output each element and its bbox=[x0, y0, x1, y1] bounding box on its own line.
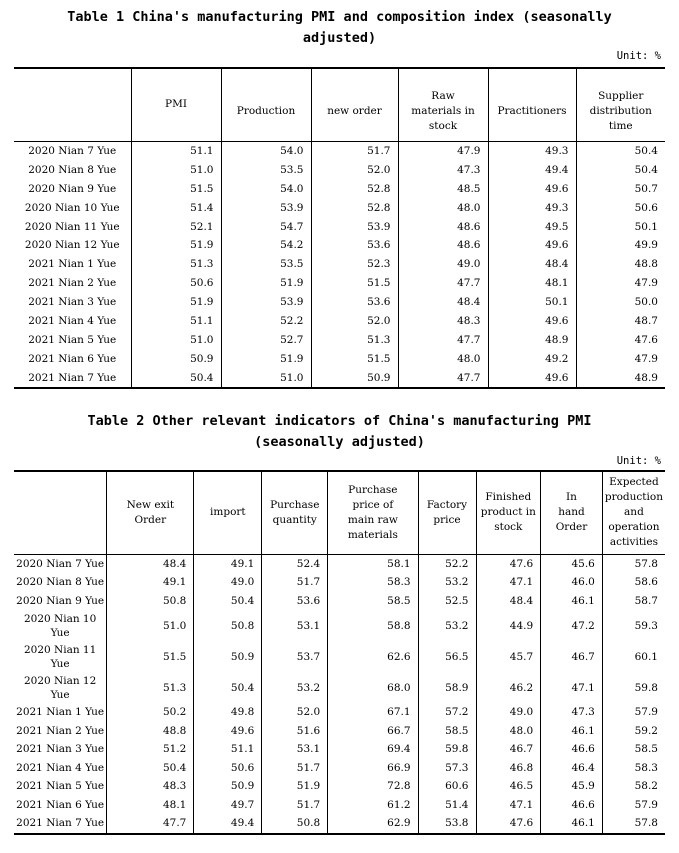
row-label: 2020 Nian 9 Yue bbox=[16, 594, 105, 607]
table-cell: 47.3 bbox=[398, 160, 488, 179]
table-cell: 46.5 bbox=[476, 777, 541, 796]
row-label: 2020 Nian 12 Yue bbox=[23, 674, 97, 701]
table-cell: 47.7 bbox=[398, 330, 488, 349]
table-cell: 68.0 bbox=[328, 672, 418, 703]
table-cell: 50.6 bbox=[194, 759, 262, 778]
table-row bbox=[14, 722, 665, 741]
row-label: 2021 Nian 6 Yue bbox=[28, 352, 117, 365]
table-row bbox=[14, 592, 665, 611]
table-cell: 58.5 bbox=[328, 592, 418, 611]
table-cell: 52.5 bbox=[418, 592, 476, 611]
table-cell: 48.4 bbox=[107, 554, 194, 573]
table-cell: 50.6 bbox=[131, 274, 221, 293]
table-cell: 46.6 bbox=[541, 796, 603, 815]
table-cell: 51.0 bbox=[107, 610, 194, 641]
table-cell: 51.0 bbox=[221, 368, 311, 388]
table-cell: 53.2 bbox=[418, 610, 476, 641]
row-label: 2021 Nian 4 Yue bbox=[16, 761, 105, 774]
table-cell: 50.9 bbox=[311, 368, 398, 388]
row-label: 2020 Nian 10 Yue bbox=[23, 612, 97, 639]
row-label: 2020 Nian 10 Yue bbox=[24, 201, 120, 214]
table-cell: 46.8 bbox=[476, 759, 541, 778]
table-cell: 51.3 bbox=[311, 330, 398, 349]
table-cell: 52.8 bbox=[311, 198, 398, 217]
table-cell: 53.9 bbox=[311, 217, 398, 236]
table-cell: 48.0 bbox=[398, 198, 488, 217]
table-cell: 49.0 bbox=[476, 703, 541, 722]
table-cell: 52.3 bbox=[311, 255, 398, 274]
table-cell: 47.7 bbox=[107, 814, 194, 834]
table-cell: 49.4 bbox=[194, 814, 262, 834]
table-cell: 50.4 bbox=[576, 141, 665, 160]
table-cell: 51.0 bbox=[131, 160, 221, 179]
table-cell: 59.8 bbox=[418, 740, 476, 759]
table-cell: 57.8 bbox=[602, 554, 665, 573]
table-cell: 53.6 bbox=[262, 592, 328, 611]
table-cell: 47.9 bbox=[576, 274, 665, 293]
table-cell: 51.1 bbox=[131, 312, 221, 331]
table-cell: 48.0 bbox=[476, 722, 541, 741]
table-cell: 50.9 bbox=[194, 641, 262, 672]
table-cell: 51.3 bbox=[131, 255, 221, 274]
table-cell: 46.1 bbox=[541, 592, 603, 611]
table-row bbox=[14, 672, 665, 703]
table-cell: 51.7 bbox=[311, 141, 398, 160]
other-indicators-table bbox=[14, 470, 665, 835]
table-cell: 49.1 bbox=[194, 554, 262, 573]
table-cell: 62.6 bbox=[328, 641, 418, 672]
row-label: 2021 Nian 6 Yue bbox=[16, 798, 105, 811]
table-cell: 48.8 bbox=[576, 255, 665, 274]
table-cell: 49.2 bbox=[488, 349, 576, 368]
table-cell: 66.9 bbox=[328, 759, 418, 778]
table-cell: 48.3 bbox=[107, 777, 194, 796]
table-cell: 52.4 bbox=[262, 554, 328, 573]
table-cell: 46.2 bbox=[476, 672, 541, 703]
row-label: 2021 Nian 3 Yue bbox=[16, 743, 105, 756]
table-cell: 46.1 bbox=[541, 722, 603, 741]
table-cell: 53.5 bbox=[221, 160, 311, 179]
table-row bbox=[14, 796, 665, 815]
table-cell: 50.1 bbox=[576, 217, 665, 236]
table-cell: 52.1 bbox=[131, 217, 221, 236]
table-row bbox=[14, 777, 665, 796]
table-cell: 47.6 bbox=[576, 330, 665, 349]
table-row bbox=[14, 141, 665, 160]
table-row bbox=[14, 274, 665, 293]
table-cell: 49.6 bbox=[488, 368, 576, 388]
table-cell: 48.9 bbox=[488, 330, 576, 349]
row-label: 2021 Nian 1 Yue bbox=[28, 258, 117, 271]
table-cell: 49.7 bbox=[194, 796, 262, 815]
table-cell: 50.8 bbox=[262, 814, 328, 834]
table-row bbox=[14, 573, 665, 592]
table-row bbox=[14, 610, 665, 641]
table-cell: 52.0 bbox=[311, 312, 398, 331]
table-cell: 47.6 bbox=[476, 814, 541, 834]
table-cell: 51.9 bbox=[131, 293, 221, 312]
table-row bbox=[14, 217, 665, 236]
table2-header-purchase-quantity: Purchase quantity bbox=[262, 471, 328, 554]
table-cell: 50.4 bbox=[131, 368, 221, 388]
table-cell: 51.9 bbox=[131, 236, 221, 255]
table2-header-corner bbox=[14, 471, 107, 554]
table-cell: 51.4 bbox=[418, 796, 476, 815]
row-label: 2021 Nian 2 Yue bbox=[16, 724, 105, 737]
table-cell: 52.2 bbox=[221, 312, 311, 331]
table-cell: 51.5 bbox=[311, 349, 398, 368]
table-cell: 58.2 bbox=[602, 777, 665, 796]
table-cell: 51.6 bbox=[262, 722, 328, 741]
table-cell: 51.0 bbox=[131, 330, 221, 349]
table-cell: 47.2 bbox=[541, 610, 603, 641]
table-cell: 50.7 bbox=[576, 179, 665, 198]
table1-title-line2: adjusted) bbox=[302, 30, 377, 46]
row-label: 2020 Nian 8 Yue bbox=[28, 163, 117, 176]
table-cell: 60.1 bbox=[602, 641, 665, 672]
table-cell: 50.4 bbox=[576, 160, 665, 179]
table-cell: 58.3 bbox=[328, 573, 418, 592]
table-cell: 49.6 bbox=[488, 179, 576, 198]
table-cell: 54.0 bbox=[221, 179, 311, 198]
table-cell: 59.3 bbox=[602, 610, 665, 641]
table-cell: 52.0 bbox=[262, 703, 328, 722]
table-row bbox=[14, 368, 665, 388]
table-cell: 60.6 bbox=[418, 777, 476, 796]
table-cell: 48.4 bbox=[398, 293, 488, 312]
table-cell: 48.1 bbox=[107, 796, 194, 815]
table-cell: 52.2 bbox=[418, 554, 476, 573]
table-cell: 57.9 bbox=[602, 703, 665, 722]
table-cell: 50.4 bbox=[107, 759, 194, 778]
table-cell: 51.3 bbox=[107, 672, 194, 703]
table-cell: 46.6 bbox=[541, 740, 603, 759]
table-cell: 46.7 bbox=[541, 641, 603, 672]
table-cell: 46.0 bbox=[541, 573, 603, 592]
table-cell: 48.6 bbox=[398, 217, 488, 236]
table-cell: 44.9 bbox=[476, 610, 541, 641]
table2-header-expected-production: Expected production and operation activities bbox=[602, 471, 665, 554]
table-cell: 67.1 bbox=[328, 703, 418, 722]
table-cell: 50.9 bbox=[131, 349, 221, 368]
table-cell: 48.8 bbox=[107, 722, 194, 741]
table-row bbox=[14, 236, 665, 255]
table-cell: 52.8 bbox=[311, 179, 398, 198]
table-cell: 51.9 bbox=[221, 274, 311, 293]
table-cell: 58.1 bbox=[328, 554, 418, 573]
table-cell: 51.7 bbox=[262, 796, 328, 815]
table-cell: 52.7 bbox=[221, 330, 311, 349]
table-row bbox=[14, 293, 665, 312]
table-cell: 49.6 bbox=[194, 722, 262, 741]
table-row bbox=[14, 160, 665, 179]
table-cell: 57.9 bbox=[602, 796, 665, 815]
table-cell: 62.9 bbox=[328, 814, 418, 834]
table1-header-new-order: new order bbox=[311, 68, 398, 141]
table-cell: 72.8 bbox=[328, 777, 418, 796]
table-cell: 58.5 bbox=[418, 722, 476, 741]
row-label: 2020 Nian 8 Yue bbox=[16, 576, 105, 589]
table-cell: 47.1 bbox=[476, 573, 541, 592]
table1-header-corner bbox=[14, 68, 131, 141]
table-cell: 46.1 bbox=[541, 814, 603, 834]
table-cell: 58.8 bbox=[328, 610, 418, 641]
row-label: 2021 Nian 2 Yue bbox=[28, 277, 117, 290]
row-label: 2021 Nian 5 Yue bbox=[16, 780, 105, 793]
table1-header-practitioners: Practitioners bbox=[488, 68, 576, 141]
table-cell: 50.1 bbox=[488, 293, 576, 312]
table-cell: 49.5 bbox=[488, 217, 576, 236]
table-cell: 48.4 bbox=[488, 255, 576, 274]
table-row bbox=[14, 255, 665, 274]
table-cell: 48.6 bbox=[398, 236, 488, 255]
table-cell: 46.7 bbox=[476, 740, 541, 759]
table-cell: 48.3 bbox=[398, 312, 488, 331]
row-label: 2021 Nian 5 Yue bbox=[28, 333, 117, 346]
table-cell: 53.1 bbox=[262, 740, 328, 759]
table-cell: 50.4 bbox=[194, 592, 262, 611]
table-cell: 50.2 bbox=[107, 703, 194, 722]
table-cell: 53.6 bbox=[311, 293, 398, 312]
table-cell: 56.5 bbox=[418, 641, 476, 672]
table-cell: 53.9 bbox=[221, 293, 311, 312]
table-row bbox=[14, 814, 665, 834]
row-label: 2020 Nian 11 Yue bbox=[24, 220, 120, 233]
table-cell: 53.8 bbox=[418, 814, 476, 834]
table-cell: 49.3 bbox=[488, 198, 576, 217]
table-cell: 53.9 bbox=[221, 198, 311, 217]
table-cell: 54.2 bbox=[221, 236, 311, 255]
table-cell: 48.5 bbox=[398, 179, 488, 198]
table-cell: 58.6 bbox=[602, 573, 665, 592]
pmi-composition-table bbox=[14, 67, 665, 389]
table1-header-pmi: PMI bbox=[131, 68, 221, 141]
table2-header-finished-product: Finished product in stock bbox=[476, 471, 541, 554]
table-cell: 53.6 bbox=[311, 236, 398, 255]
table-cell: 53.7 bbox=[262, 641, 328, 672]
table-cell: 49.6 bbox=[488, 312, 576, 331]
table-cell: 49.0 bbox=[398, 255, 488, 274]
table-cell: 54.7 bbox=[221, 217, 311, 236]
table2-title-line1: Table 2 Other relevant indicators of China's manufacturing PMI bbox=[87, 413, 592, 429]
table-cell: 49.9 bbox=[576, 236, 665, 255]
table-cell: 57.8 bbox=[602, 814, 665, 834]
table-cell: 53.2 bbox=[418, 573, 476, 592]
table-cell: 47.3 bbox=[541, 703, 603, 722]
table-cell: 51.2 bbox=[107, 740, 194, 759]
table-cell: 51.1 bbox=[194, 740, 262, 759]
table-cell: 48.4 bbox=[476, 592, 541, 611]
row-label: 2020 Nian 12 Yue bbox=[24, 239, 120, 252]
table2-header-new-export-order: New exit Order bbox=[107, 471, 194, 554]
table-cell: 53.1 bbox=[262, 610, 328, 641]
table-cell: 48.1 bbox=[488, 274, 576, 293]
table-cell: 49.1 bbox=[107, 573, 194, 592]
table-row bbox=[14, 179, 665, 198]
table-row bbox=[14, 759, 665, 778]
table-cell: 48.9 bbox=[576, 368, 665, 388]
table-cell: 50.0 bbox=[576, 293, 665, 312]
table-cell: 47.7 bbox=[398, 274, 488, 293]
table-cell: 50.9 bbox=[194, 777, 262, 796]
table-cell: 47.1 bbox=[541, 672, 603, 703]
row-label: 2021 Nian 3 Yue bbox=[28, 296, 117, 309]
table1-header-production: Production bbox=[221, 68, 311, 141]
table-cell: 51.7 bbox=[262, 573, 328, 592]
table-cell: 57.2 bbox=[418, 703, 476, 722]
table-cell: 59.2 bbox=[602, 722, 665, 741]
row-label: 2020 Nian 7 Yue bbox=[16, 557, 105, 570]
table-cell: 59.8 bbox=[602, 672, 665, 703]
table2-header-in-hand-order: In hand Order bbox=[541, 471, 603, 554]
table-cell: 45.6 bbox=[541, 554, 603, 573]
table-cell: 54.0 bbox=[221, 141, 311, 160]
table-cell: 45.9 bbox=[541, 777, 603, 796]
table-cell: 58.3 bbox=[602, 759, 665, 778]
table-row bbox=[14, 703, 665, 722]
table-cell: 47.6 bbox=[476, 554, 541, 573]
table1-header-supplier-delivery: Supplier distribution time bbox=[576, 68, 665, 141]
table-row bbox=[14, 641, 665, 672]
table-cell: 49.0 bbox=[194, 573, 262, 592]
row-label: 2020 Nian 7 Yue bbox=[28, 144, 117, 157]
table-cell: 50.8 bbox=[194, 610, 262, 641]
table-cell: 50.6 bbox=[576, 198, 665, 217]
table-cell: 69.4 bbox=[328, 740, 418, 759]
table-cell: 47.1 bbox=[476, 796, 541, 815]
table-cell: 53.5 bbox=[221, 255, 311, 274]
table-cell: 58.9 bbox=[418, 672, 476, 703]
table-row bbox=[14, 198, 665, 217]
row-label: 2020 Nian 11 Yue bbox=[23, 643, 97, 670]
row-label: 2021 Nian 1 Yue bbox=[16, 706, 105, 719]
table-cell: 49.4 bbox=[488, 160, 576, 179]
table-cell: 51.9 bbox=[262, 777, 328, 796]
table-cell: 45.7 bbox=[476, 641, 541, 672]
row-label: 2020 Nian 9 Yue bbox=[28, 182, 117, 195]
table-cell: 51.4 bbox=[131, 198, 221, 217]
table-cell: 52.0 bbox=[311, 160, 398, 179]
table-row bbox=[14, 740, 665, 759]
table-cell: 57.3 bbox=[418, 759, 476, 778]
table-cell: 51.5 bbox=[311, 274, 398, 293]
table-row bbox=[14, 312, 665, 331]
table-cell: 51.9 bbox=[221, 349, 311, 368]
table-cell: 46.4 bbox=[541, 759, 603, 778]
table-cell: 53.2 bbox=[262, 672, 328, 703]
table-cell: 66.7 bbox=[328, 722, 418, 741]
table-cell: 51.7 bbox=[262, 759, 328, 778]
table2-header-purchase-price: Purchase price of main raw materials bbox=[328, 471, 418, 554]
table-cell: 51.5 bbox=[131, 179, 221, 198]
table2-unit: Unit: % bbox=[616, 455, 661, 467]
row-label: 2021 Nian 7 Yue bbox=[28, 371, 117, 384]
table2-title-line2: (seasonally adjusted) bbox=[254, 434, 425, 450]
table-cell: 48.0 bbox=[398, 349, 488, 368]
table-cell: 47.9 bbox=[576, 349, 665, 368]
table-cell: 58.5 bbox=[602, 740, 665, 759]
table1-header-raw-materials: Raw materials in stock bbox=[398, 68, 488, 141]
table2-header-factory-price: Factory price bbox=[418, 471, 476, 554]
table-row bbox=[14, 554, 665, 573]
table-cell: 58.7 bbox=[602, 592, 665, 611]
table-cell: 47.9 bbox=[398, 141, 488, 160]
table-cell: 47.7 bbox=[398, 368, 488, 388]
table-cell: 49.6 bbox=[488, 236, 576, 255]
row-label: 2021 Nian 7 Yue bbox=[16, 817, 105, 830]
table-cell: 51.1 bbox=[131, 141, 221, 160]
table-cell: 51.5 bbox=[107, 641, 194, 672]
table-cell: 49.8 bbox=[194, 703, 262, 722]
row-label: 2021 Nian 4 Yue bbox=[28, 314, 117, 327]
table1-unit: Unit: % bbox=[616, 50, 661, 62]
table2-header-import: import bbox=[194, 471, 262, 554]
table-cell: 50.8 bbox=[107, 592, 194, 611]
table-cell: 48.7 bbox=[576, 312, 665, 331]
table-cell: 49.3 bbox=[488, 141, 576, 160]
table-row bbox=[14, 330, 665, 349]
table1-title-line1: Table 1 China's manufacturing PMI and composition index (seasonally bbox=[67, 9, 612, 25]
table-cell: 61.2 bbox=[328, 796, 418, 815]
table-row bbox=[14, 349, 665, 368]
table-cell: 50.4 bbox=[194, 672, 262, 703]
